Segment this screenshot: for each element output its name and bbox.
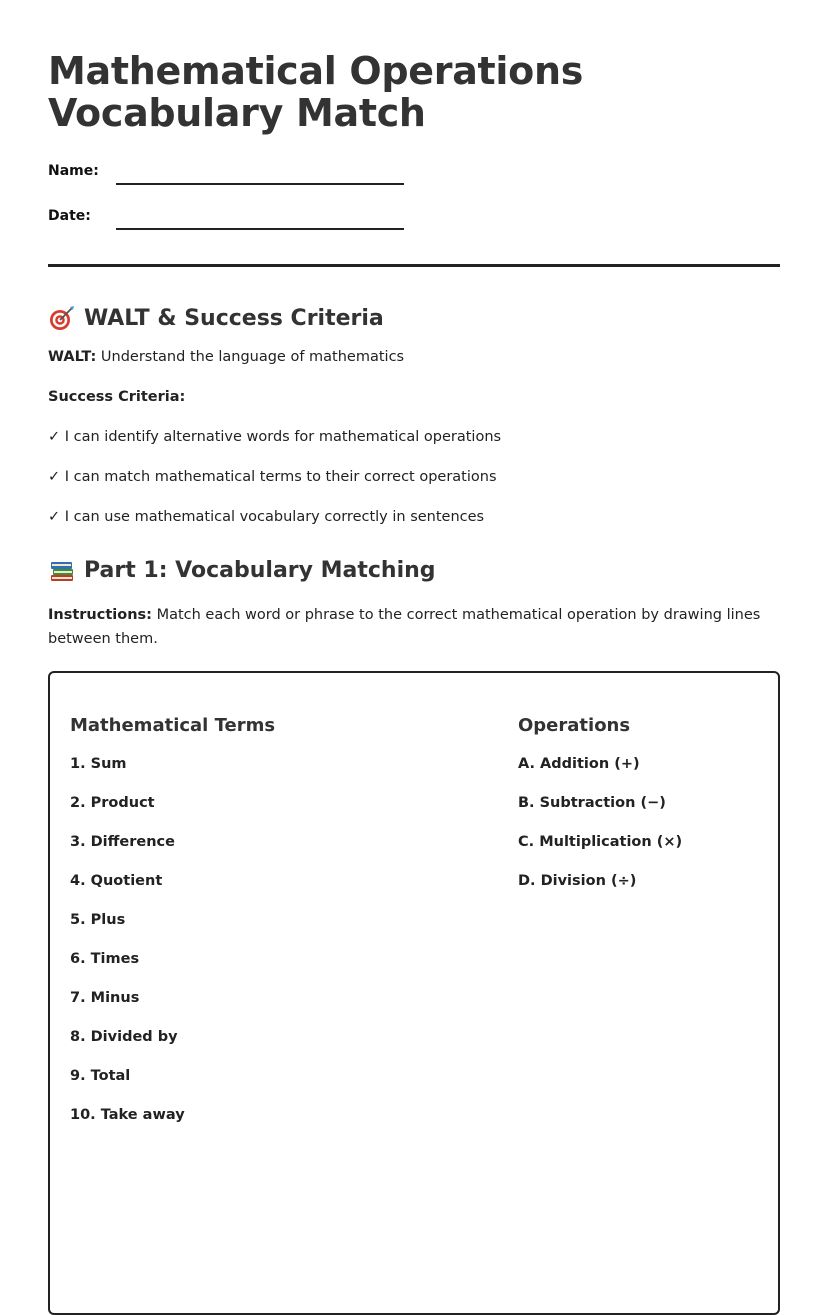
walt-text: Understand the language of mathematics (96, 349, 405, 365)
operation-item[interactable]: C. Multiplication (×) (518, 834, 683, 850)
target-icon (48, 304, 76, 332)
walt-heading-text: WALT & Success Criteria (84, 305, 384, 331)
term-item[interactable]: 7. Minus (70, 990, 140, 1006)
term-item[interactable]: 2. Product (70, 795, 155, 811)
operation-item[interactable]: A. Addition (+) (518, 756, 640, 772)
term-item[interactable]: 3. Difference (70, 834, 175, 850)
instructions-text: Match each word or phrase to the correct mathematical operation by drawing lines between them. (48, 607, 761, 647)
books-icon (48, 556, 76, 584)
operations-column (518, 713, 758, 1313)
criterion-item: ✓ I can use mathematical vocabulary correctly in sentences (48, 509, 485, 525)
term-item[interactable]: 8. Divided by (70, 1029, 178, 1045)
success-criteria-label: Success Criteria: (48, 389, 186, 405)
term-item[interactable]: 4. Quotient (70, 873, 163, 889)
term-item[interactable]: 1. Sum (70, 756, 127, 772)
operation-item[interactable]: D. Division (÷) (518, 873, 637, 889)
date-blank-line[interactable] (116, 204, 404, 230)
part1-heading (48, 555, 780, 585)
terms-heading: Mathematical Terms (70, 715, 276, 736)
date-field-row (48, 205, 780, 230)
terms-column (70, 713, 518, 1313)
matching-box (48, 671, 780, 1315)
walt-label: WALT: (48, 349, 97, 365)
name-field-row (48, 160, 780, 185)
operation-item[interactable]: B. Subtraction (−) (518, 795, 666, 811)
header-divider (48, 264, 780, 267)
part1-heading-text: Part 1: Vocabulary Matching (84, 557, 436, 583)
page-title: Mathematical Operations Vocabulary Match (48, 49, 584, 135)
term-item[interactable]: 5. Plus (70, 912, 126, 928)
walt-heading (48, 303, 780, 333)
criterion-item: ✓ I can identify alternative words for mathematical operations (48, 429, 502, 445)
term-item[interactable]: 9. Total (70, 1068, 131, 1084)
operations-heading: Operations (518, 715, 631, 736)
name-label: Name: (48, 163, 99, 179)
walt-statement (48, 345, 780, 369)
date-label: Date: (48, 208, 91, 224)
instructions (48, 603, 780, 651)
term-item[interactable]: 10. Take away (70, 1107, 185, 1123)
instructions-label: Instructions: (48, 607, 152, 623)
criterion-item: ✓ I can match mathematical terms to their correct operations (48, 469, 497, 485)
name-blank-line[interactable] (116, 159, 404, 185)
term-item[interactable]: 6. Times (70, 951, 140, 967)
